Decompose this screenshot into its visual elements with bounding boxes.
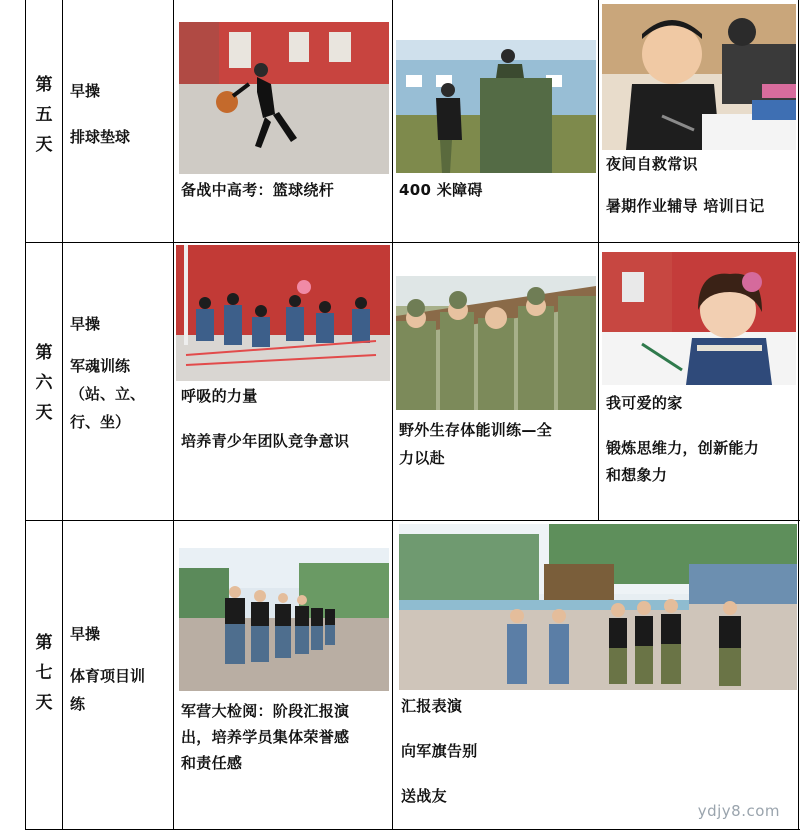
day-char: 第 [35,343,53,363]
day-label-6 [26,328,62,438]
caption-cell [606,390,798,489]
schedule-item: 早操 [70,82,101,100]
salute-ceremony-photo [399,524,797,690]
day-char: 第 [35,633,53,653]
obstacle-wall-photo [396,40,596,173]
caption-line: 我可爱的家 [606,394,683,412]
caption-line: 培养青少年团队竞争意识 [181,432,350,450]
column-divider [392,0,393,830]
caption-cell [181,386,391,452]
day-char: 七 [35,663,53,683]
day-char: 天 [35,693,53,713]
site-watermark: ydjy8.com [697,802,780,820]
caption-line: 汇报表演 [401,697,463,715]
schedule-item: （站、立、 [70,385,146,403]
caption-line: 备战中高考：篮球绕杆 [181,181,335,199]
day-char: 五 [35,105,53,125]
basketball-dribble-photo [179,22,389,174]
schedule-list-day6 [70,310,170,436]
day-char: 天 [35,135,53,155]
day-label-7 [26,618,62,728]
caption-line: 和想象力 [606,466,668,484]
caption-line: 和责任感 [181,754,243,772]
caption-line: 暑期作业辅导 培训日记 [606,197,765,215]
schedule-item: 早操 [70,315,101,333]
column-divider [598,0,599,520]
caption-line: 400 米障碍 [399,181,483,199]
caption-line: 锻炼思维力，创新能力 [606,439,760,457]
schedule-list-day7 [70,620,170,718]
day-char: 六 [35,373,53,393]
column-divider [173,0,174,830]
day-char: 第 [35,75,53,95]
column-divider [62,0,63,830]
day-char: 天 [35,403,53,423]
schedule-list-day5 [70,80,170,148]
caption-cell [399,180,594,201]
caption-cell [181,180,391,201]
caption-cell [606,154,798,217]
schedule-item: 练 [70,695,86,713]
row-divider [25,242,800,243]
caption-cell [399,416,594,472]
caption-line: 呼吸的力量 [181,387,258,405]
row-divider [25,520,800,521]
log-carry-training-photo [396,276,596,410]
girl-drawing-photo [602,252,796,385]
caption-line: 力以赴 [399,449,445,467]
schedule-item: 体育项目训 [70,667,146,685]
column-divider [798,0,799,830]
caption-line: 军营大检阅：阶段汇报演 [181,702,350,720]
caption-line: 出，培养学员集体荣誉感 [181,728,350,746]
schedule-item: 排球垫球 [70,128,131,146]
caption-line: 向军旗告别 [401,742,478,760]
schedule-item: 行、坐） [70,413,131,431]
team-rope-game-photo [176,245,390,381]
caption-cell [181,698,391,776]
day-label-5 [26,60,62,170]
camp-parade-photo [179,548,389,691]
schedule-item: 军魂训练 [70,357,131,375]
caption-line: 野外生存体能训练—全 [399,421,553,439]
boy-writing-homework-photo [602,4,796,150]
caption-cell [401,696,781,807]
schedule-item: 早操 [70,625,101,643]
caption-line: 夜间自救常识 [606,155,698,173]
caption-line: 送战友 [401,787,447,805]
